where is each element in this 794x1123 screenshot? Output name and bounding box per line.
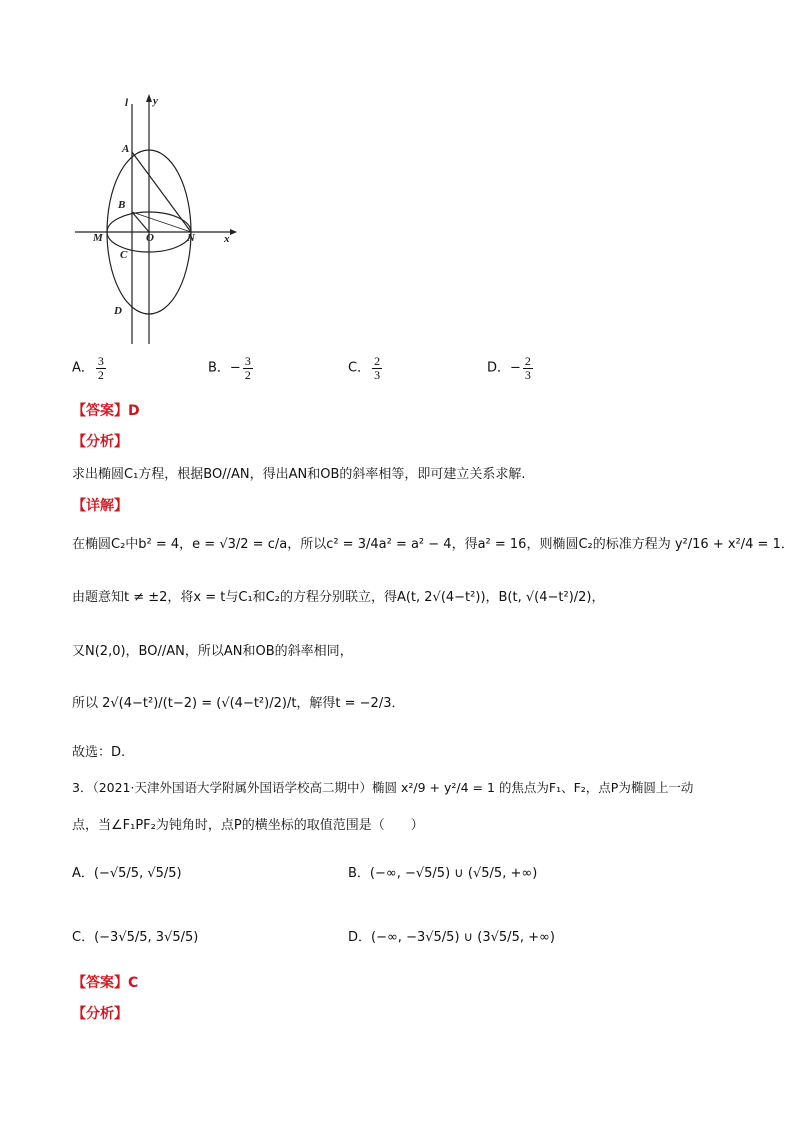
q3-stem-line-2: 点，当∠F₁PF₂为钝角时，点P的横坐标的取值范围是（ ） bbox=[72, 818, 424, 833]
q2-option-c[interactable]: C． $\frac{2}{3}$ bbox=[348, 354, 381, 382]
q2-detail-tag: 【详解】 bbox=[72, 498, 128, 514]
q2-conclusion: 故选：D. bbox=[72, 745, 126, 760]
q2-answer: 【答案】D bbox=[72, 403, 140, 419]
label-O: O bbox=[146, 232, 154, 244]
q3-answer: 【答案】C bbox=[72, 975, 139, 991]
label-B: B bbox=[118, 199, 126, 211]
label-M: M bbox=[93, 232, 103, 244]
label-y: y bbox=[153, 95, 158, 107]
q2-detail-line-3: 又N(2,0)，BO//AN，所以AN和OB的斜率相同， bbox=[72, 644, 353, 659]
q2-option-a[interactable]: A． $\frac{3}{2}$ bbox=[72, 354, 104, 382]
label-D: D bbox=[114, 305, 122, 317]
label-A: A bbox=[122, 143, 130, 155]
q2-analysis-tag: 【分析】 bbox=[72, 434, 128, 450]
q2-detail-line-1: 在椭圆C₂中b² = 4，e = √3/2 = c/a，所以c² = 3/4a² = a² − 4，得a² = 16，则椭圆C₂的标准方程为 y²/16 + x²/4 = 1． bbox=[72, 537, 794, 552]
q2-option-b[interactable]: B．− $\frac{3}{2}$ bbox=[208, 354, 251, 382]
ellipse-figure bbox=[70, 92, 240, 352]
q2-option-d[interactable]: D．− $\frac{2}{3}$ bbox=[487, 354, 531, 382]
q2-detail-line-4: 所以 2√(4−t²)/(t−2) = (√(4−t²)/2)/t，解得t = −2/3． bbox=[72, 696, 405, 711]
q3-option-d[interactable]: D．(−∞, −3√5/5) ∪ (3√5/5, +∞) bbox=[348, 930, 555, 945]
label-N: N bbox=[187, 232, 195, 244]
label-x: x bbox=[224, 233, 230, 245]
label-l: l bbox=[125, 97, 129, 109]
q2-detail-line-2: 由题意知t ≠ ±2，将x = t与C₁和C₂的方程分别联立，得A(t, 2√(4−t²))，B(t, √(4−t²)/2)， bbox=[72, 590, 605, 605]
q2-analysis-text: 求出椭圆C₁方程，根据BO//AN，得出AN和OB的斜率相等，即可建立关系求解. bbox=[72, 467, 526, 482]
q3-analysis-tag: 【分析】 bbox=[72, 1006, 128, 1022]
q3-option-b[interactable]: B．(−∞, −√5/5) ∪ (√5/5, +∞) bbox=[348, 866, 538, 881]
label-C: C bbox=[120, 249, 128, 261]
q3-option-c[interactable]: C．(−3√5/5, 3√5/5) bbox=[72, 930, 199, 945]
q3-stem-line-1: 3．（2021·天津外国语大学附属外国语学校高二期中）椭圆 x²/9 + y²/4 = 1 的焦点为F₁、F₂，点P为椭圆上一动 bbox=[72, 780, 694, 795]
q3-option-a[interactable]: A．(−√5/5, √5/5) bbox=[72, 866, 182, 881]
